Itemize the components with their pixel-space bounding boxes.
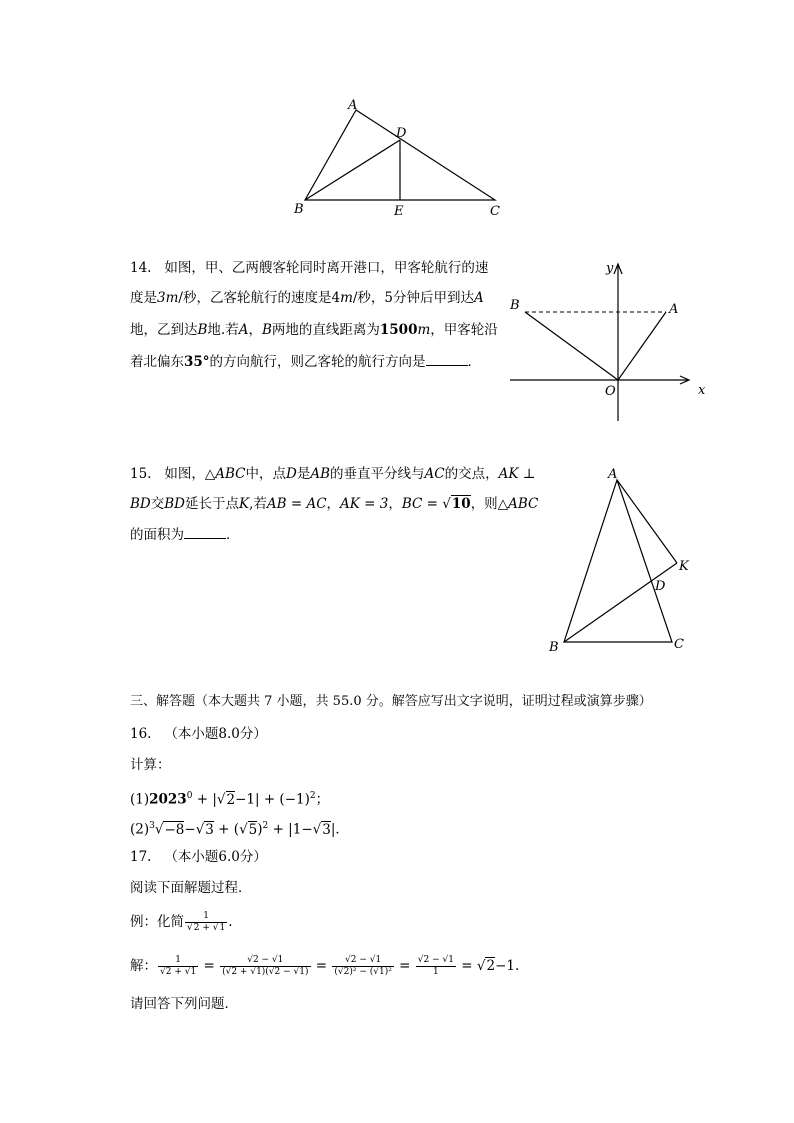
t: 5 xyxy=(248,821,258,838)
t: ， xyxy=(388,496,402,512)
label-d: D xyxy=(655,579,666,594)
q17-example xyxy=(130,908,233,936)
q15-number: 15. xyxy=(130,466,152,482)
t: ． xyxy=(226,527,240,543)
t: BC = xyxy=(401,496,443,512)
t: √2 − √1 xyxy=(417,955,454,965)
t: K xyxy=(239,496,250,512)
t: 是 xyxy=(296,466,311,482)
t: 3 xyxy=(322,821,331,838)
t: −1. xyxy=(495,958,520,974)
q15-line3 xyxy=(130,521,240,549)
t: ， xyxy=(326,496,341,512)
fraction-1 xyxy=(158,955,198,978)
t: /秒，5分钟后甲到达 xyxy=(352,290,475,306)
t: m xyxy=(165,290,179,306)
label-a: A xyxy=(348,98,358,113)
t: A xyxy=(474,290,484,306)
t: ，则 xyxy=(470,496,498,512)
t: + | xyxy=(192,791,217,808)
t: √2 + √1 xyxy=(187,923,226,933)
t: 1 xyxy=(158,955,198,967)
t: m xyxy=(417,322,431,338)
t: 10 xyxy=(451,496,471,512)
t: ) xyxy=(257,821,263,838)
t: 交 xyxy=(150,496,165,512)
t: ； xyxy=(315,791,330,808)
label-o: O xyxy=(605,384,616,399)
label-c: C xyxy=(490,204,500,219)
q17-score: （本小题6.0分） xyxy=(164,849,267,865)
t: 2023 xyxy=(149,791,187,808)
t: AB = AC xyxy=(266,496,327,512)
t: △ABC xyxy=(204,466,246,482)
t: m xyxy=(340,290,353,306)
segment-bk xyxy=(564,563,677,642)
t: 2 xyxy=(262,821,269,831)
q14-line2 xyxy=(130,284,484,312)
fraction-2 xyxy=(220,955,310,978)
q14-text: 如图，甲、乙两艘客轮同时离开港口，甲客轮航行的速 xyxy=(164,260,489,276)
t: AK = 3 xyxy=(340,496,389,512)
q17-number: 17. xyxy=(130,849,152,865)
q16-part2: $(2)^3√-8-√3 + (√5)^2 + |1-√3|$． xyxy=(130,821,349,838)
t: AC xyxy=(424,466,445,482)
t: 的方向航行，则乙客轮的航行方向是 xyxy=(209,354,426,370)
t: 解： xyxy=(130,958,157,974)
t: AK ⊥ xyxy=(498,466,536,482)
t: |． xyxy=(330,821,349,838)
t: + xyxy=(199,923,213,933)
q14-number: 14. xyxy=(130,260,152,276)
t: D xyxy=(286,466,297,482)
t: (2) xyxy=(130,821,150,838)
t: √2 + √1 xyxy=(160,967,197,977)
t: 的交点， xyxy=(444,466,499,482)
q16-score: （本小题8.0分） xyxy=(164,726,267,742)
t: 3 xyxy=(149,821,155,831)
label-a: A xyxy=(608,467,618,482)
triangle-figure-13 xyxy=(290,95,510,225)
t: 1500 xyxy=(379,322,418,338)
segment-ob xyxy=(525,312,618,380)
t: ． xyxy=(467,354,482,370)
t: 两地的直线距离为 xyxy=(271,322,380,338)
t: (√2)² − (√1)² xyxy=(334,967,392,977)
t: + |1− xyxy=(268,821,313,838)
t: 如图， xyxy=(164,466,205,482)
q17-solution: 解： $\frac{1}{√2 + √1}$ = $\frac{√2 - √1}{(√2 + √1)(√2 - √1)}$ = $\frac{√2 - √1}{\text{(√2)² − (√1)²}}$ = $\frac{√2 - √1}{1}$ = √2−1. xyxy=(130,955,520,977)
t: . xyxy=(228,914,233,930)
segment-bd xyxy=(305,140,400,200)
t: 2 xyxy=(226,791,236,808)
t: 的面积为 xyxy=(130,527,184,543)
t: 地.若 xyxy=(207,322,239,338)
t: ，甲客轮沿 xyxy=(430,322,498,338)
q14-line1 xyxy=(130,254,488,282)
fraction-3 xyxy=(332,955,393,978)
q14-line4 xyxy=(130,348,481,376)
t: 延长于点 xyxy=(185,496,239,512)
t: −8 xyxy=(164,821,185,838)
q15-line2: BD交BD延长于点K,若AB = AC，AK = 3，BC = √10，则△ABC xyxy=(130,496,539,512)
t: BD xyxy=(130,496,151,512)
t: 例：化简 xyxy=(130,914,184,930)
t: 着北偏东 xyxy=(130,354,184,370)
section-heading: 三、解答题（本大题共 7 小题，共 55.0 分。解答应写出文字说明，证明过程或演算步骤） xyxy=(130,694,652,709)
label-y: y xyxy=(606,261,614,276)
t: 2 xyxy=(193,923,200,933)
t: 度是 xyxy=(130,290,157,306)
t: (1) xyxy=(130,791,150,808)
q16-header xyxy=(130,720,267,748)
t: 1 xyxy=(433,967,439,977)
t: 中，点 xyxy=(245,466,286,482)
q14-line3 xyxy=(130,316,498,344)
label-e: E xyxy=(394,204,404,219)
coordinate-figure-14 xyxy=(505,258,715,428)
t: (√2 + √1)(√2 − √1) xyxy=(222,967,309,977)
triangle-figure-15 xyxy=(540,462,730,657)
q16-prompt: 计算： xyxy=(130,757,171,773)
t: 3 xyxy=(205,821,214,838)
t: 1 xyxy=(185,911,227,923)
label-b: B xyxy=(294,202,304,217)
t: 2 xyxy=(486,958,496,974)
t: √2 − √1 xyxy=(332,955,393,967)
answer-blank[interactable] xyxy=(184,524,226,539)
fraction-4 xyxy=(416,955,456,978)
t: √2 − √1 xyxy=(220,955,310,967)
label-k: K xyxy=(679,559,689,574)
label-x: x xyxy=(698,383,706,398)
q17-header xyxy=(130,843,267,871)
t: /秒，乙客轮航行的速度是 xyxy=(178,290,332,306)
t: − xyxy=(184,821,196,838)
t: BD xyxy=(164,496,185,512)
t: 3 xyxy=(157,290,166,306)
segment-oa xyxy=(618,312,666,380)
triangle-abc xyxy=(564,480,672,642)
t: 2 xyxy=(309,791,316,801)
t: 35° xyxy=(184,354,210,370)
t: + ( xyxy=(213,821,240,838)
t: 的垂直平分线与 xyxy=(330,466,425,482)
t: AB xyxy=(310,466,330,482)
label-c: C xyxy=(674,637,684,652)
q16-number: 16. xyxy=(130,726,152,742)
label-a: A xyxy=(669,302,679,317)
answer-blank[interactable] xyxy=(426,351,468,366)
t: 0 xyxy=(186,791,193,801)
t: ,若 xyxy=(249,496,267,512)
t: 4 xyxy=(331,290,341,306)
t: −1| + (−1) xyxy=(235,791,310,808)
q16-part1: $(1)2023^0 + |√2-1| + (-1)^2$； xyxy=(130,791,330,808)
label-b: B xyxy=(510,298,520,313)
t: △ABC xyxy=(497,496,539,512)
q17-closing: 请回答下列问题． xyxy=(130,996,238,1012)
t: ， xyxy=(248,322,262,338)
label-b: B xyxy=(549,640,559,655)
q17-intro: 阅读下面解题过程． xyxy=(130,880,252,896)
t: A xyxy=(238,322,249,338)
t: B xyxy=(261,322,272,338)
t: 地，乙到达 xyxy=(130,322,198,338)
label-d: D xyxy=(396,126,407,141)
t: B xyxy=(197,322,208,338)
segment-ak xyxy=(617,480,677,563)
example-fraction xyxy=(185,911,227,934)
q15-line1 xyxy=(130,460,535,488)
t: 1 xyxy=(219,923,226,933)
